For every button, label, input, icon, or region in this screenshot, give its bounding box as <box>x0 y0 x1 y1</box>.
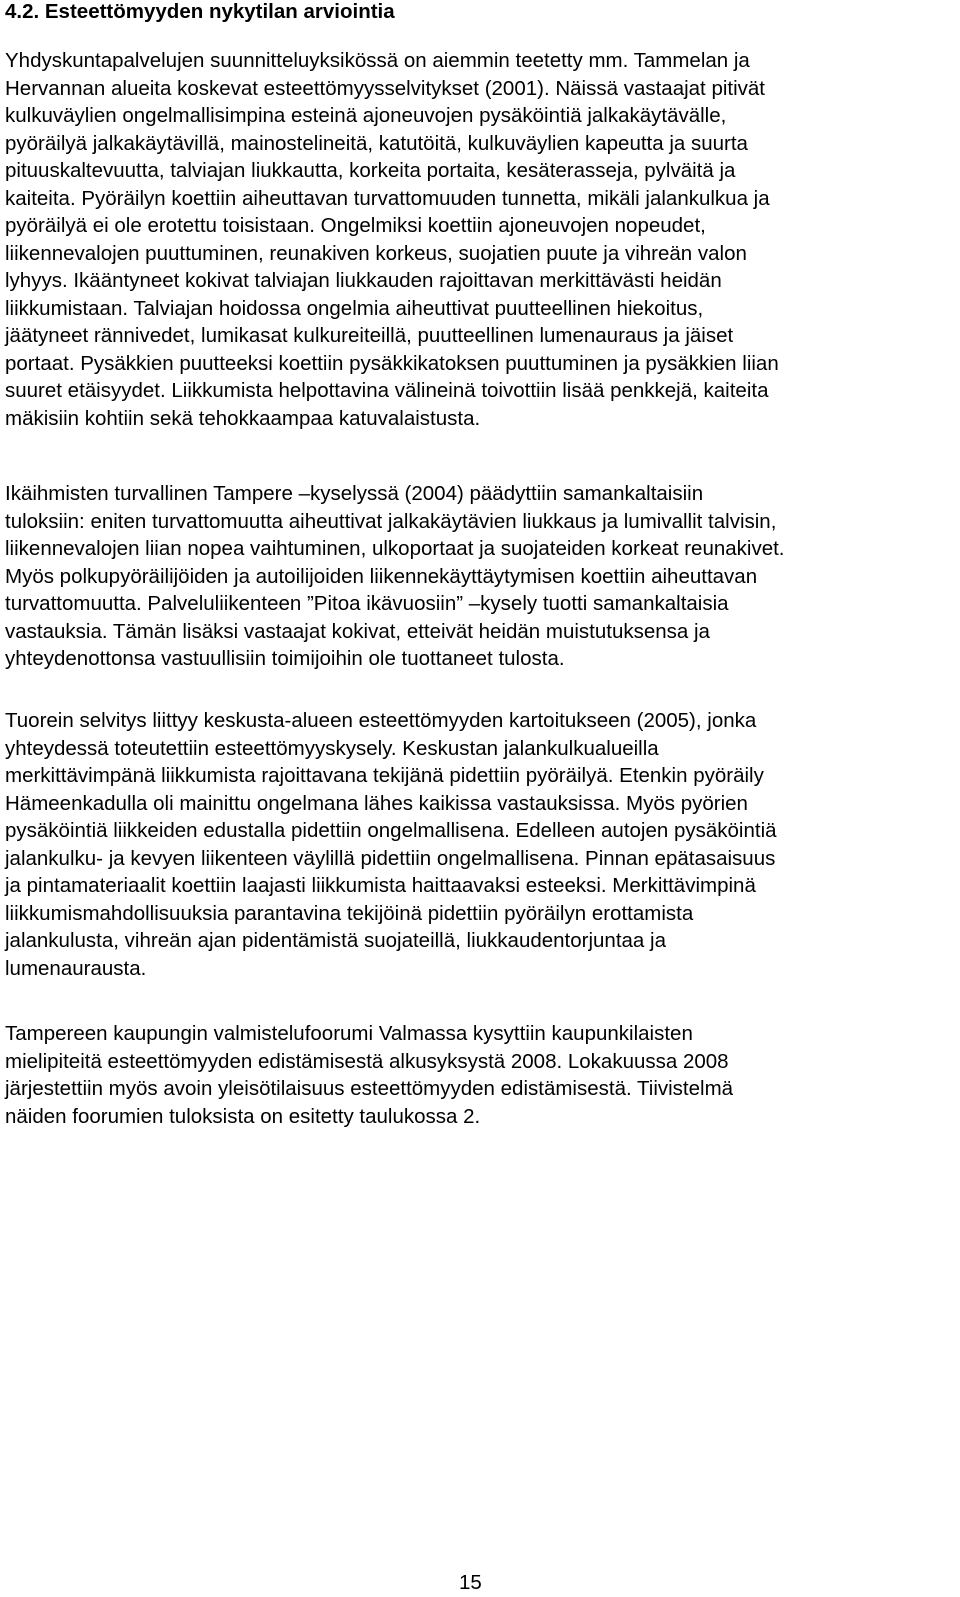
text-line: Hämeenkadulla oli mainittu ongelmana lähes kaikissa vastauksissa. Myös pyörien <box>5 791 748 815</box>
text-line: Ikäihmisten turvallinen Tampere –kyselyssä (2004) päädyttiin samankaltaisiin <box>5 482 704 505</box>
text-line: Tuorein selvitys liittyy keskusta-alueen esteettömyyden kartoitukseen (2005), jonka <box>5 709 757 732</box>
text-line: kaiteita. Pyöräilyn koettiin aiheuttavan turvattomuuden tunnetta, mikäli jalankulkua ja <box>5 186 770 210</box>
text-line: mielipiteitä esteettömyyden edistämisestä alkusyksystä 2008. Lokakuussa 2008 <box>5 1049 729 1073</box>
text-line: vastauksia. Tämän lisäksi vastaajat kokivat, etteivät heidän muistutuksensa ja <box>5 619 710 643</box>
text-line: merkittävimpänä liikkumista rajoittavana tekijänä pidettiin pyöräilyä. Etenkin pyöräily <box>5 764 764 787</box>
text-line: Yhdyskuntapalvelujen suunnitteluyksikössä on aiemmin teetetty mm. Tammelan ja <box>5 49 750 72</box>
text-line: mäkisiin kohtiin sekä tehokkaampaa katuvalaistusta. <box>5 406 481 430</box>
text-line: portaat. Pysäkkien puutteeksi koettiin pysäkkikatoksen puuttuminen ja pysäkkien liian <box>5 351 779 375</box>
text-line: jäätyneet rännivedet, lumikasat kulkureiteillä, puutteellinen lumenauraus ja jäiset <box>5 324 734 347</box>
text-line: yhteydenottonsa vastuullisiin toimijoihin ole tuottaneet tulosta. <box>5 647 565 670</box>
text-line: suuret etäisyydet. Liikkumista helpottavina välineinä toivottiin lisää penkkejä, kaiteita <box>5 379 769 402</box>
text-line: Hervannan alueita koskevat esteettömyysselvitykset (2001). Näissä vastaajat pitivät <box>5 76 766 100</box>
text-line: lumenaurausta. <box>5 956 147 980</box>
text-line: näiden foorumien tuloksista on esitetty taulukossa 2. <box>5 1104 481 1128</box>
text-line: turvattomuutta. Palveluliikenteen ”Pitoa ikävuosiin” –kysely tuotti samankaltaisia <box>5 592 729 615</box>
text-line: lyhyys. Ikääntyneet kokivat talviajan liukkauden rajoittavan merkittävästi heidän <box>5 269 722 292</box>
text-line: jalankulku- ja kevyen liikenteen väylillä pidettiin ongelmallisena. Pinnan epätasaisuus <box>5 846 776 870</box>
text-line: liikkumismahdollisuuksia parantavina tekijöinä pidettiin pyöräilyn erottamista <box>5 901 694 925</box>
paragraph-4 <box>5 1020 733 1130</box>
paragraph-2 <box>5 480 785 673</box>
text-line: kulkuväylien ongelmallisimpina esteinä ajoneuvojen pysäköintiä jalkakäytävälle, <box>5 104 727 127</box>
text-line: yhteydessä toteutettiin esteettömyyskysely. Keskustan jalankulkualueilla <box>5 736 659 760</box>
text-line: Tampereen kaupungin valmistelufoorumi Valmassa kysyttiin kaupunkilaisten <box>5 1022 693 1045</box>
text-line: pyöräilyä jalkakäytävillä, mainostelineitä, katutöitä, kulkuväylien kapeutta ja suurta <box>5 131 748 155</box>
paragraph-3 <box>5 707 777 982</box>
section-heading: 4.2. Esteettömyyden nykytilan arviointia <box>5 0 395 23</box>
page-number: 15 <box>459 1571 482 1594</box>
text-line: pituuskaltevuutta, talviajan liukkautta, korkeita portaita, kesäterasseja, pylväitä ja <box>5 159 736 182</box>
text-line: jalankulusta, vihreän ajan pidentämistä suojateillä, liukkaudentorjuntaa ja <box>5 929 666 952</box>
text-line: ja pintamateriaalit koettiin laajasti liikkumista haittaavaksi esteeksi. Merkittävimpinä <box>5 874 756 897</box>
text-line: pysäköintiä liikkeiden edustalla pidettiin ongelmallisena. Edelleen autojen pysäköintiä <box>5 819 777 842</box>
text-line: Myös polkupyöräilijöiden ja autoilijoiden liikennekäyttäytymisen koettiin aiheuttavan <box>5 564 758 588</box>
text-line: tuloksiin: eniten turvattomuutta aiheuttivat jalkakäytävien liukkaus ja lumivallit talvisin, <box>5 509 777 533</box>
text-line: pyöräilyä ei ole erotettu toisistaan. Ongelmiksi koettiin ajoneuvojen nopeudet, <box>5 214 706 237</box>
text-line: liikennevalojen liian nopea vaihtuminen, ulkoportaat ja suojateiden korkeat reunakivet. <box>5 537 785 560</box>
text-line: liikkumistaan. Talviajan hoidossa ongelmia aiheuttivat puutteellinen hiekoitus, <box>5 296 704 320</box>
text-line: liikennevalojen puuttuminen, reunakiven korkeus, suojatien puute ja vihreän valon <box>5 241 747 265</box>
text-line: järjestettiin myös avoin yleisötilaisuus esteettömyyden edistämisestä. Tiivistelmä <box>5 1077 734 1100</box>
paragraph-1 <box>5 47 779 432</box>
